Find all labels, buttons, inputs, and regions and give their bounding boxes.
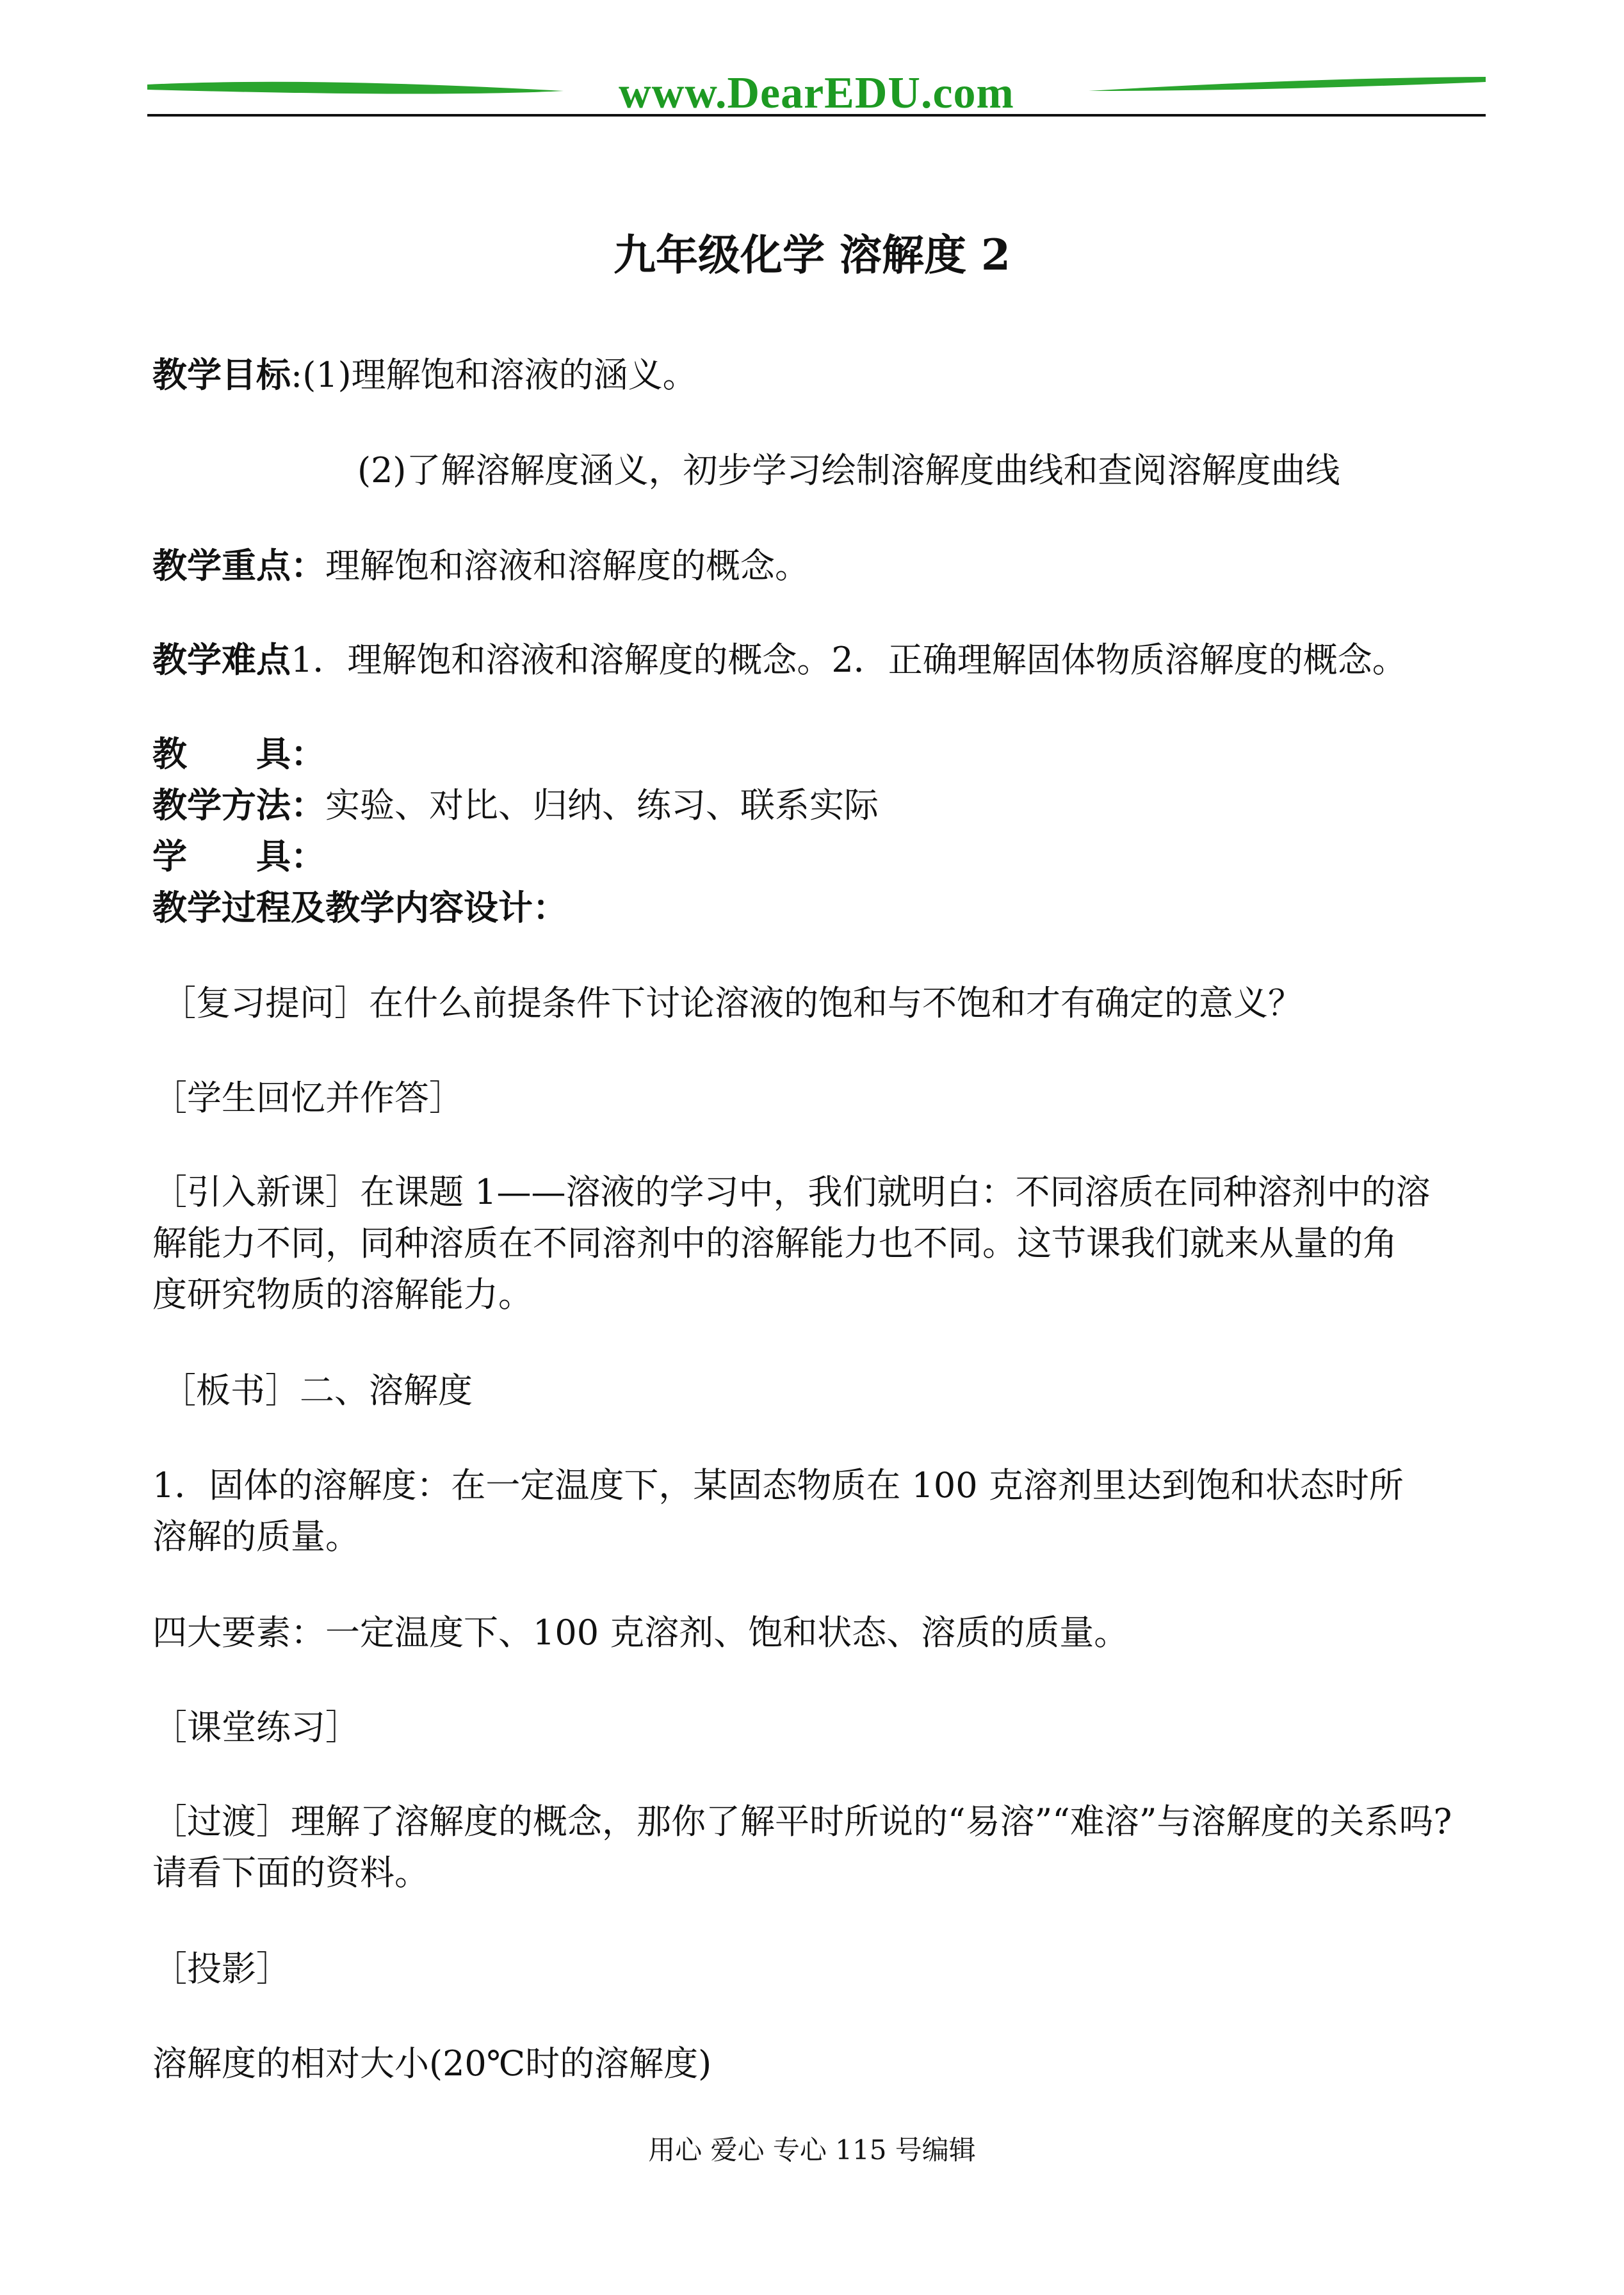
teaching-tools-label: 教 具： [152, 733, 325, 774]
teaching-methods-label: 教学方法： [152, 784, 325, 825]
site-header [147, 64, 1486, 122]
teaching-methods [152, 779, 879, 831]
paragraph: 解能力不同，同种溶质在不同溶剂中的溶解能力也不同。这节课我们就来从量的角 [152, 1223, 1397, 1263]
paragraph: 请看下面的资料。 [152, 1853, 429, 1893]
objectives-label: 教学目标 [152, 354, 291, 395]
difficulties [152, 634, 1407, 686]
process-label: 教学过程及教学内容设计： [152, 887, 567, 928]
key-points-label: 教学重点： [152, 545, 325, 586]
objectives-item-2: (2)了解溶解度涵义，初步学习绘制溶解度曲线和查阅溶解度曲线 [357, 450, 1340, 491]
objectives-line-1 [152, 349, 697, 401]
difficulties-label: 教学难点 [152, 639, 291, 680]
page-footer: 用心 爱心 专心 115 号编辑 [648, 2134, 976, 2166]
paragraph: ［课堂练习］ [152, 1707, 360, 1748]
paragraph: 溶解度的相对大小(20℃时的溶解度) [152, 2043, 712, 2084]
key-points-text: 理解饱和溶液和溶解度的概念。 [325, 546, 809, 586]
paragraph: ［板书］二、溶解度 [161, 1370, 473, 1411]
paragraph: 溶解的质量。 [152, 1516, 360, 1557]
paragraph: 度研究物质的溶解能力。 [152, 1274, 533, 1315]
paragraph: ［投影］ [152, 1949, 291, 1989]
teaching-tools [152, 728, 325, 780]
learning-tools-label: 学 具： [152, 836, 325, 877]
objectives-item-1: :(1)理解饱和溶液的涵义。 [291, 355, 697, 395]
paragraph: ［学生回忆并作答］ [152, 1078, 464, 1118]
paragraph: 四大要素：一定温度下、100 克溶剂、饱和状态、溶质的质量。 [152, 1612, 1129, 1653]
learning-tools [152, 831, 325, 882]
difficulties-text: 1．理解饱和溶液和溶解度的概念。2．正确理解固体物质溶解度的概念。 [291, 640, 1407, 680]
page-title: 九年级化学 溶解度 2 [613, 230, 1011, 280]
key-points [152, 540, 809, 592]
teaching-methods-text: 实验、对比、归纳、练习、联系实际 [325, 785, 879, 825]
paragraph: ［过渡］理解了溶解度的概念，那你了解平时所说的“易溶”“难溶”与溶解度的关系吗? [152, 1801, 1452, 1842]
paragraph: ［复习提问］在什么前提条件下讨论溶液的饱和与不饱和才有确定的意义？ [161, 983, 1303, 1023]
paragraph: 1．固体的溶解度：在一定温度下，某固态物质在 100 克溶剂里达到饱和状态时所 [152, 1465, 1404, 1505]
site-logo[interactable]: www.DearEDU.com [619, 69, 1014, 118]
paragraph: ［引入新课］在课题 1——溶液的学习中，我们就明白：不同溶质在同种溶剂中的溶 [152, 1172, 1431, 1212]
